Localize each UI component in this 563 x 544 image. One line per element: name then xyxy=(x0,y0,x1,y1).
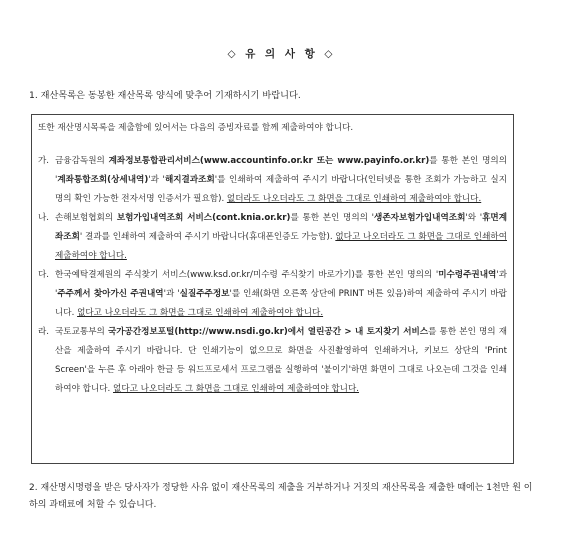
note-2: 2. 재산명시명령을 받은 당사자가 정당한 사유 없이 재산목록의 제출을 거부하거나 거짓의 재산목록을 제출한 때에는 1천만 원 이하의 과태료에 처할 수 있습니다. xyxy=(29,483,533,510)
item-bold-part: 미수령주권내역 xyxy=(438,270,497,280)
item-label: 다. xyxy=(38,270,50,280)
item-bold-part: 계좌통합조회(상세내역) xyxy=(57,175,149,185)
note-1: 1. 재산목록은 동봉한 재산목록 양식에 맞추어 기재하시기 바랍니다. xyxy=(29,90,301,101)
item-text-part: 를 통한 본인 명의의 ' xyxy=(55,156,507,185)
item-text xyxy=(55,323,507,399)
item-text-part: '과 ' xyxy=(55,270,507,299)
item-underline-part: 없다고 나오더라도 그 화면을 그대로 인쇄하여 제출하여야 합니다. xyxy=(55,232,507,261)
item-text-part: '과 ' xyxy=(163,289,180,299)
item-label: 라. xyxy=(38,327,50,337)
item-text-part: ' 결과를 인쇄하여 제출하여 주시기 바랍니다(휴대폰인증도 가능함). xyxy=(79,232,336,242)
item-text-part: '를 인쇄하여 제출하여 주시기 바랍니다(인터넷을 통한 조회가 가능하고 실지명의 확인 가능한 전자서명 인증서가 필요함). xyxy=(55,175,508,204)
item-text-part: 한국예탁결제원의 주식찾기 서비스(www.ksd.or.kr/미수령 주식찾기 바로가기)를 통한 본인 명의의 ' xyxy=(55,270,439,280)
list-item-ra xyxy=(38,323,507,399)
item-bold-part: 국가공간정보포털(http://www.nsdi.go.kr)에서 열린공간 > 내 토지찾기 서비스 xyxy=(107,327,429,337)
item-text xyxy=(55,209,507,266)
list-item-na xyxy=(38,209,507,266)
item-text-part: 를 통한 본인 명의의 ' xyxy=(290,213,375,223)
item-text-part: '과 ' xyxy=(148,175,165,185)
item-label: 가. xyxy=(38,156,50,166)
item-bold-part: 주주께서 찾아가신 주권내역 xyxy=(57,289,164,299)
item-text-part: 금융감독원의 xyxy=(55,156,109,166)
item-bold-part: 보험가입내역조회 서비스(cont.knia.or.kr) xyxy=(116,213,291,223)
item-bold-part: 실질주주정보 xyxy=(179,289,230,299)
item-underline-part: 없다고 나오더라도 그 화면을 그대로 인쇄하여 제출하여야 합니다. xyxy=(113,384,360,394)
item-text-part: 손해보험협회의 xyxy=(55,213,117,223)
item-text-part: '와 ' xyxy=(465,213,483,223)
item-bold-part: 휴면계좌조회 xyxy=(55,213,508,242)
list-item-da xyxy=(38,266,507,323)
item-label: 나. xyxy=(38,213,50,223)
item-bold-part: 해지결과조회 xyxy=(164,175,215,185)
evidence-box xyxy=(31,114,514,464)
item-text xyxy=(55,152,507,209)
box-intro: 또한 재산명시목록을 제출함에 있어서는 다음의 증빙자료를 함께 제출하여야 합니다. xyxy=(38,123,354,133)
item-text-part: 를 통한 본인 명의 재산을 제출하여 주시기 바랍니다. 단 인쇄기능이 없으므로 화면을 사진촬영하여 인쇄하거나, 키보드 상단의 'Print Screen'을 누른 후 아래아 한글 등 워드프로세서 프로그램을 실행하여 '붙이기'하면 화면이 그대로 나오는데 그것을 인쇄하여야 합니다. xyxy=(55,327,508,394)
item-bold-part: 생존자보험가입내역조회 xyxy=(374,213,466,223)
item-text-part: '를 인쇄(화면 오른쪽 상단에 PRINT 버튼 있음)하여 제출하여 주시기 바랍니다. xyxy=(55,289,507,318)
item-bold-part: 계좌정보통합관리서비스(www.accountinfo.or.kr 또는 www.payinfo.or.kr) xyxy=(108,156,430,166)
notice-title: ◇ 유 의 사 항 ◇ xyxy=(227,48,336,60)
list-item-ga xyxy=(38,152,507,209)
item-underline-part: 없더라도 나오더라도 그 화면을 그대로 인쇄하여 제출하여야 합니다. xyxy=(226,194,482,204)
item-underline-part: 없다고 나오더라도 그 화면을 그대로 인쇄하여 제출하여야 합니다. xyxy=(77,308,324,318)
item-text-part: 국토교통부의 xyxy=(55,327,108,337)
item-text xyxy=(55,266,507,323)
